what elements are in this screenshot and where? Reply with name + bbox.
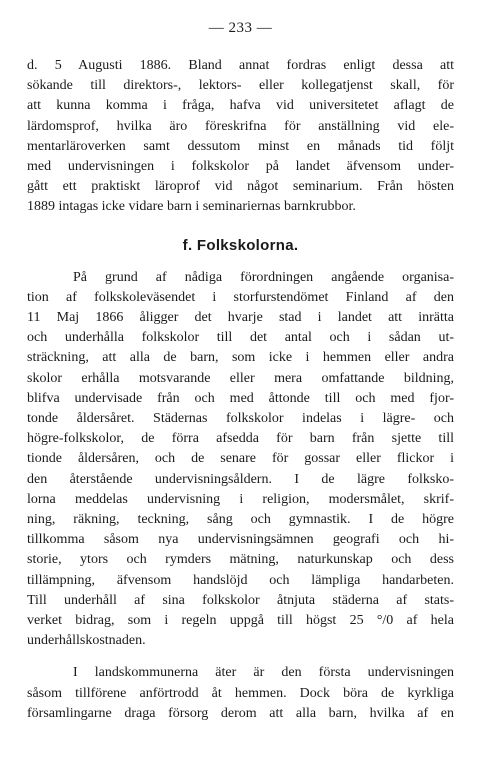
paragraph-folkskolor <box>27 268 454 652</box>
text-line: underhållskostnaden. <box>27 633 146 649</box>
text-line: tonde åldersåret. Städernas folkskolor indelas i lägre- och <box>27 411 454 427</box>
text-line: ning, räkning, teckning, sång och gymnastik. I de högre <box>27 512 454 528</box>
text-line: På grund af nådiga förordningen angående organisa- <box>73 269 454 285</box>
text-line: lärdomsprof, hvilka äro föreskrifna för anställning vid ele- <box>27 118 454 134</box>
text-line: mentarläroverken samt dessutom minst en månads tid följt <box>27 138 454 154</box>
text-line: storie, ytors och rymders mätning, naturkunskap och dess <box>27 552 454 568</box>
text-line: d. 5 Augusti 1886. Bland annat fordras enligt dessa att <box>27 58 454 73</box>
text-line: tion af folkskoleväsendet i storfurstendömet Finland af den <box>27 289 454 305</box>
text-line: och underhålla folkskolor till det antal och i sådan ut- <box>27 330 454 346</box>
paragraph-gap <box>27 651 454 663</box>
paragraph-landskommunerna <box>27 663 454 724</box>
section-heading: f. Folkskolorna. <box>182 236 299 254</box>
text-line: tillkomma såsom nya undervisningsämnen geografi och hi- <box>27 532 454 548</box>
text-line: församlingarne draga försorg derom att alla barn, hvilka af en <box>27 705 454 721</box>
text-line: 1889 intagas icke vidare barn i seminariernas barnkrubbor. <box>27 199 356 215</box>
text-line: sökande till direktors-, lektors- eller kollegatjenst skall, för <box>27 78 454 94</box>
text-line: Till underhåll af sina folkskolor åtnjuta städerna af stats- <box>27 592 454 608</box>
text-line: tillämpning, äfvensom handslöjd och lämpliga handarbeten. <box>27 572 454 588</box>
page-number: — 233 — <box>208 20 273 36</box>
text-line: att kunna komma i fråga, hafva vid universitetet aflagt de <box>27 98 454 114</box>
text-line: den återstående undervisningsåldern. I de lägre folksko- <box>27 471 454 487</box>
document-page <box>27 18 454 724</box>
text-line: I landskommunerna äter är den första undervisningen <box>73 665 454 681</box>
text-line: med undervisningen i folkskolor på landet äfvensom under- <box>27 159 454 175</box>
text-line: högre-folkskolor, de förra afsedda för barn från sjette till <box>27 431 454 447</box>
text-line: sträckning, att alla de barn, som icke i hemmen eller andra <box>27 350 454 366</box>
text-line: lorna meddelas undervisning i religion, modersmålet, skrif- <box>27 491 454 507</box>
text-line: blifva undervisade från och med åttonde till och med fjor- <box>27 390 454 406</box>
text-line: skolor erhålla motsvarande eller mera omfattande bildning, <box>27 370 454 386</box>
text-line: 11 Maj 1866 åligger det hvarje stad i landet att inrätta <box>27 310 454 326</box>
text-line: gått ett praktiskt läroprof vid något seminarium. Från hösten <box>27 179 454 195</box>
text-line: tionde åldersåren, och de senare för gossar eller flickor i <box>27 451 454 467</box>
text-line: verket bidrag, som i regeln uppgå till högst 25 °/0 af hela <box>27 613 454 629</box>
paragraph-seminary-requirements <box>27 56 454 218</box>
text-line: såsom tillförene anförtrodd åt hemmen. Dock böra de kyrkliga <box>27 685 454 701</box>
